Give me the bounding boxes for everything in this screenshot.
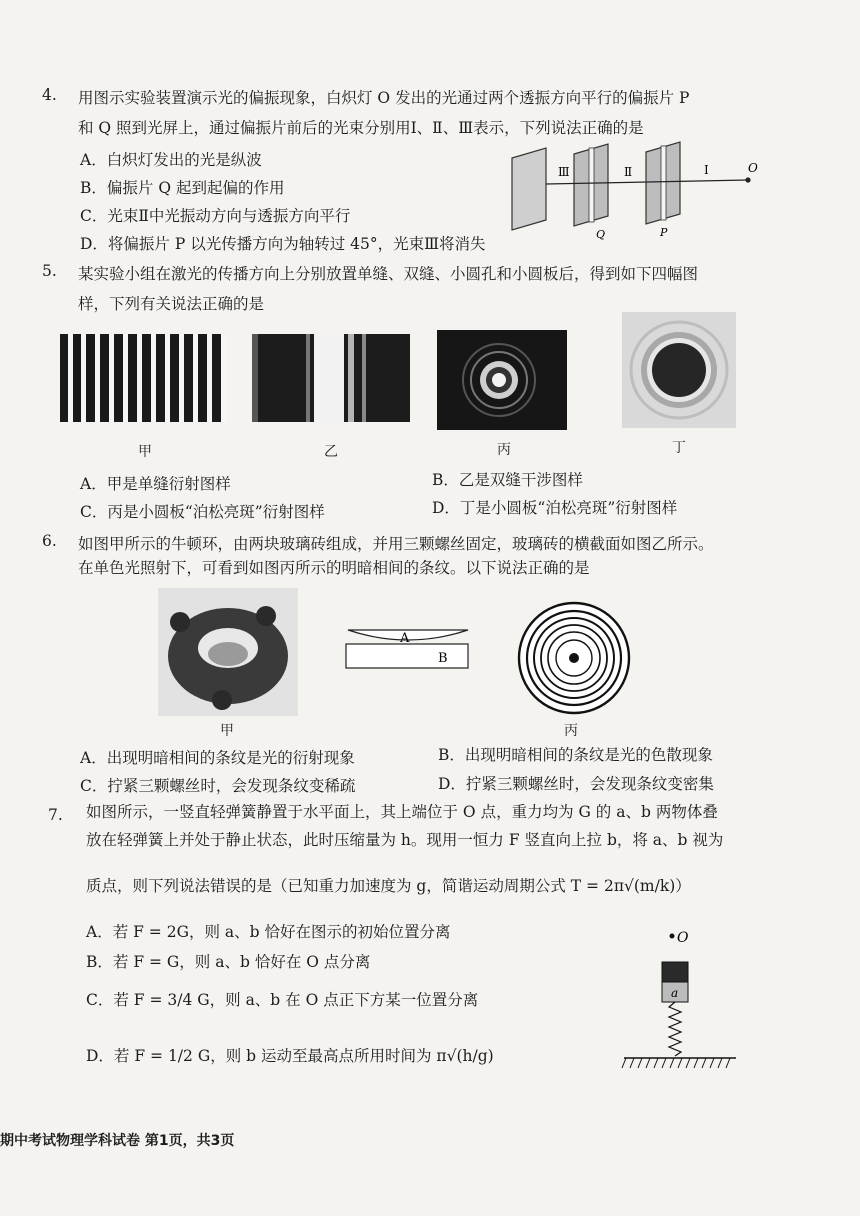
glass-cross-section	[342, 616, 474, 680]
q7-option-a: A．若 F = 2G，则 a、b 恰好在图示的初始位置分离	[86, 923, 451, 941]
caption-ding: 丁	[672, 440, 686, 456]
q6-stem-line2: 在单色光照射下，可看到如图丙所示的明暗相间的条纹。以下说法正确的是	[78, 559, 590, 577]
newton-ring-photo	[158, 588, 298, 716]
q4-option-d: D．将偏振片 P 以光传播方向为轴转过 45°，光束Ⅲ将消失	[80, 235, 486, 253]
label-a: a	[671, 986, 679, 1000]
spring	[669, 1002, 681, 1056]
caption-jia: 甲	[138, 444, 152, 460]
label-o: O	[677, 930, 689, 946]
q6-option-d: D．拧紧三颗螺丝时，会发现条纹变密集	[438, 775, 714, 793]
spring-figure	[620, 922, 744, 1072]
glass-b	[346, 644, 468, 668]
caption-6-bing: 丙	[564, 723, 578, 739]
beam-label-3: Ⅲ	[558, 165, 570, 179]
pattern-ding	[622, 312, 736, 428]
label-a: A	[400, 631, 410, 646]
pattern-jia	[60, 334, 226, 422]
q4-option-c: C．光束Ⅱ中光振动方向与透振方向平行	[80, 207, 351, 225]
q4-stem-line2: 和 Q 照到光屏上，通过偏振片前后的光束分别用Ⅰ、Ⅱ、Ⅲ表示，下列说法正确的是	[78, 119, 644, 137]
q4-stem-line1: 用图示实验装置演示光的偏振现象，白炽灯 O 发出的光通过两个透振方向平行的偏振片 P	[78, 89, 690, 107]
q5-number: 5.	[42, 262, 57, 280]
caption-yi: 乙	[324, 444, 338, 460]
caption-6-jia: 甲	[220, 723, 234, 739]
q5-stem-line1: 某实验小组在激光的传播方向上分别放置单缝、双缝、小圆孔和小圆板后，得到如下四幅图	[78, 265, 699, 283]
lamp-o	[745, 177, 750, 182]
page-footer: 期中考试物理学科试卷 第1页，共3页	[0, 1133, 235, 1149]
q4-option-a: A．白炽灯发出的光是纵波	[80, 151, 262, 169]
caption-bing: 丙	[497, 442, 511, 458]
block-b	[662, 962, 688, 982]
label-b: B	[438, 651, 448, 666]
q6-option-c: C．拧紧三颗螺丝时，会发现条纹变稀疏	[80, 777, 356, 795]
q7-stem-line3: 质点，则下列说法错误的是（已知重力加速度为 g，简谐运动周期公式 T = 2π√(m/k)）	[86, 877, 691, 895]
pattern-yi	[252, 334, 410, 422]
point-o	[670, 934, 675, 939]
q7-option-d: D．若 F = 1/2 G，则 b 运动至最高点所用时间为 π√(h/g)	[86, 1047, 494, 1065]
q6-number: 6.	[42, 532, 57, 550]
q6-option-b: B．出现明暗相间的条纹是光的色散现象	[438, 746, 713, 764]
q-label: Q	[596, 228, 606, 240]
q6-option-a: A．出现明暗相间的条纹是光的衍射现象	[80, 749, 355, 767]
pattern-bing	[437, 330, 567, 430]
q4-option-b: B．偏振片 Q 起到起偏的作用	[80, 179, 285, 197]
q5-stem-line2: 样，下列有关说法正确的是	[78, 295, 265, 313]
q6-stem-line1: 如图甲所示的牛顿环，由两块玻璃砖组成，并用三颗螺丝固定，玻璃砖的横截面如图乙所示。	[78, 535, 714, 553]
p-label: P	[660, 226, 668, 239]
q7-stem-line2: 放在轻弹簧上并处于静止状态，此时压缩量为 h。现用一恒力 F 竖直向上拉 b，将 a、b 视为	[86, 831, 724, 849]
q7-stem-line1: 如图所示，一竖直轻弹簧静置于水平面上，其上端位于 O 点，重力均为 G 的 a、b 两物体叠	[86, 803, 718, 821]
q5-option-c: C．丙是小圆板“泊松亮斑”衍射图样	[80, 503, 325, 521]
q4-number: 4.	[42, 86, 57, 104]
beam-label-1: Ⅰ	[704, 163, 709, 177]
q5-option-a: A．甲是单缝衍射图样	[80, 475, 231, 493]
q5-option-b: B．乙是双缝干涉图样	[432, 471, 583, 489]
q7-option-c: C．若 F = 3/4 G，则 a、b 在 O 点正下方某一位置分离	[86, 991, 479, 1009]
screen-plate	[512, 148, 546, 230]
q7-option-b: B．若 F = G，则 a、b 恰好在 O 点分离	[86, 953, 371, 971]
interference-rings	[516, 600, 632, 716]
q7-number: 7.	[48, 806, 63, 824]
lamp-label: O	[748, 161, 758, 175]
beam-label-2: Ⅱ	[624, 165, 633, 179]
q5-option-d: D．丁是小圆板“泊松亮斑”衍射图样	[432, 499, 678, 517]
q4-polarizer-figure	[508, 140, 768, 240]
